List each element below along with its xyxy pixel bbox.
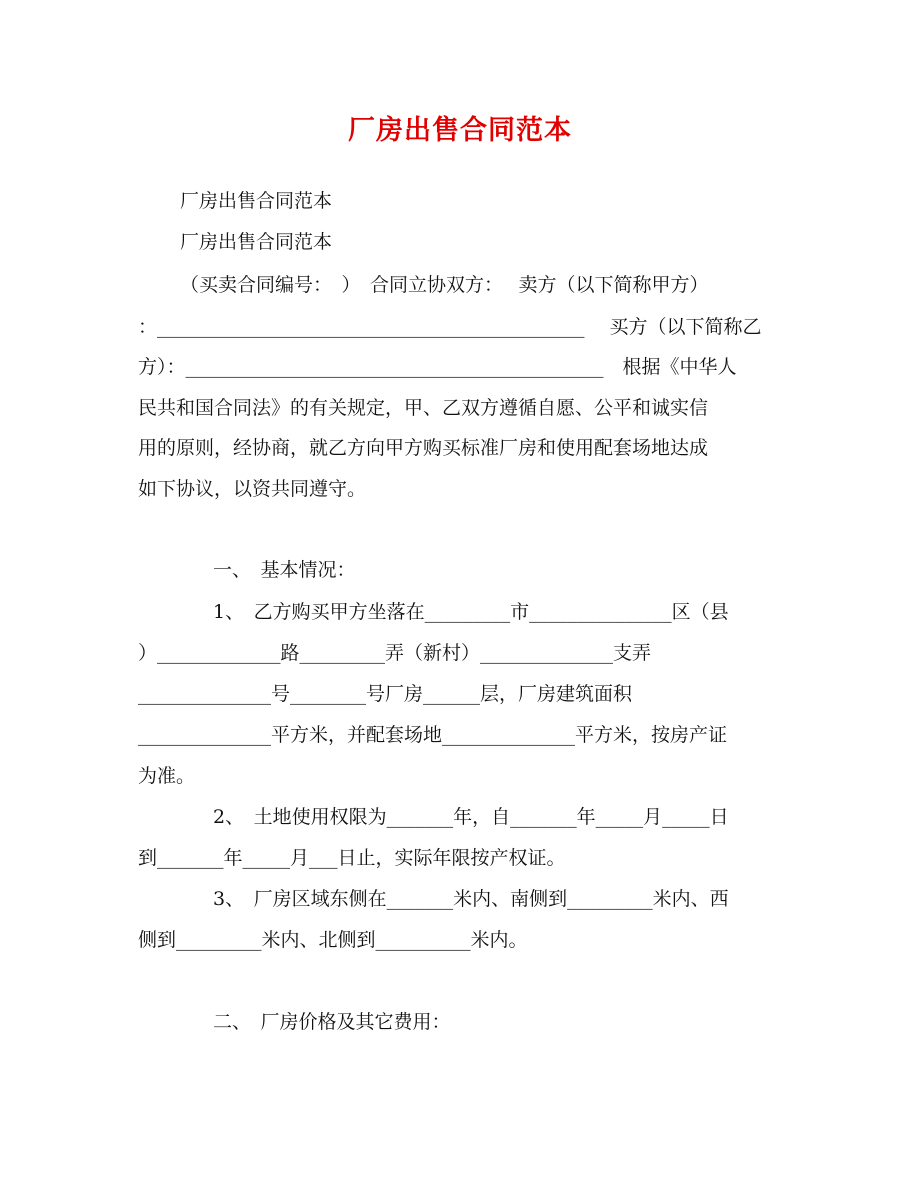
paragraph-line-subtitle-2: 厂房出售合同范本 xyxy=(180,231,333,253)
section-heading-2: 二、 厂房价格及其它费用： xyxy=(213,1011,451,1033)
clause-1-line: ）_____________路_________弄（新村）______________支弄 xyxy=(138,642,652,664)
clause-1-line: 1、 乙方购买甲方坐落在_________市_______________区（县 xyxy=(213,601,729,623)
paragraph-line: 用的原则，经协商，就乙方向甲方购买标准厂房和使用配套场地达成 xyxy=(138,437,709,459)
paragraph-line: ：_____________________________________________ 买方（以下简称乙 xyxy=(138,316,762,338)
clause-1-line: ______________平方米，并配套场地______________平方米，按房产证 xyxy=(138,724,728,746)
clause-3-line: 侧到_________米内、北侧到__________米内。 xyxy=(138,929,528,951)
clause-3-line: 3、 厂房区域东侧在_______米内、南侧到_________米内、西 xyxy=(213,888,729,910)
paragraph-line: 如下协议，以资共同遵守。 xyxy=(138,478,367,500)
paragraph-line: （买卖合同编号： ） 合同立协双方： 卖方（以下简称甲方） xyxy=(180,274,709,296)
paragraph-line-subtitle-1: 厂房出售合同范本 xyxy=(180,190,333,212)
paragraph-line: 民共和国合同法》的有关规定，甲、乙双方遵循自愿、公平和诚实信 xyxy=(138,397,709,419)
clause-2-line: 到_______年_____月___日止，实际年限按产权证。 xyxy=(138,847,566,869)
clause-1-line: ______________号________号厂房______层，厂房建筑面积 xyxy=(138,683,633,705)
clause-2-line: 2、 土地使用权限为_______年，自_______年_____月_____日 xyxy=(213,806,729,828)
clause-1-line: 为准。 xyxy=(138,765,196,787)
document-title: 厂房出售合同范本 xyxy=(348,115,572,146)
section-heading-1: 一、 基本情况： xyxy=(213,559,356,581)
paragraph-line: 方）：____________________________________________ 根据《中华人 xyxy=(138,356,737,378)
